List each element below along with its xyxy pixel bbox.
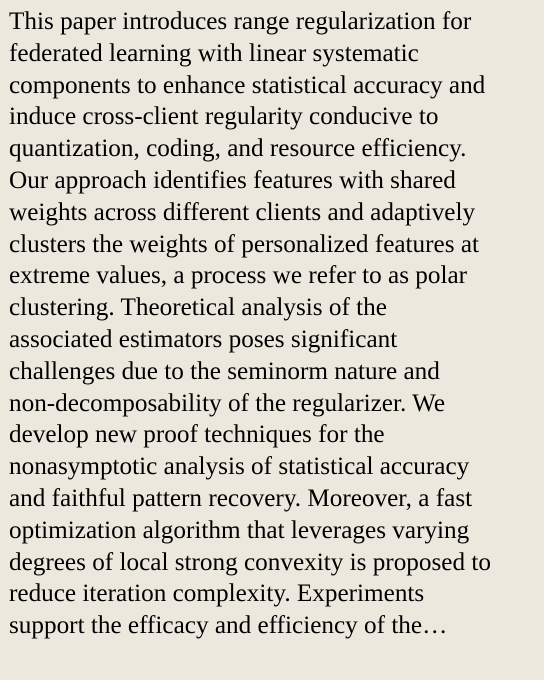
- abstract-text: This paper introduces range regularization for federated learning with linear systematic components to enhance statistical accuracy and induce cross-client regularity conducive to quantization, coding, and resource efficiency. Our approach identifies features with shared weights across different clients and adaptively clusters the weights of personalized features at extreme values, a process we refer to as polar clustering. Theoretical analysis of the associated estimators poses significant challenges due to the seminorm nature and non-decomposability of the regularizer. We develop new proof techniques for the nonasymptotic analysis of statistical accuracy and faithful pattern recovery. Moreover, a fast optimization algorithm that leverages varying degrees of local strong convexity is proposed to reduce iteration complexity. Experiments support the efficacy and efficiency of the…: [9, 8, 491, 640]
